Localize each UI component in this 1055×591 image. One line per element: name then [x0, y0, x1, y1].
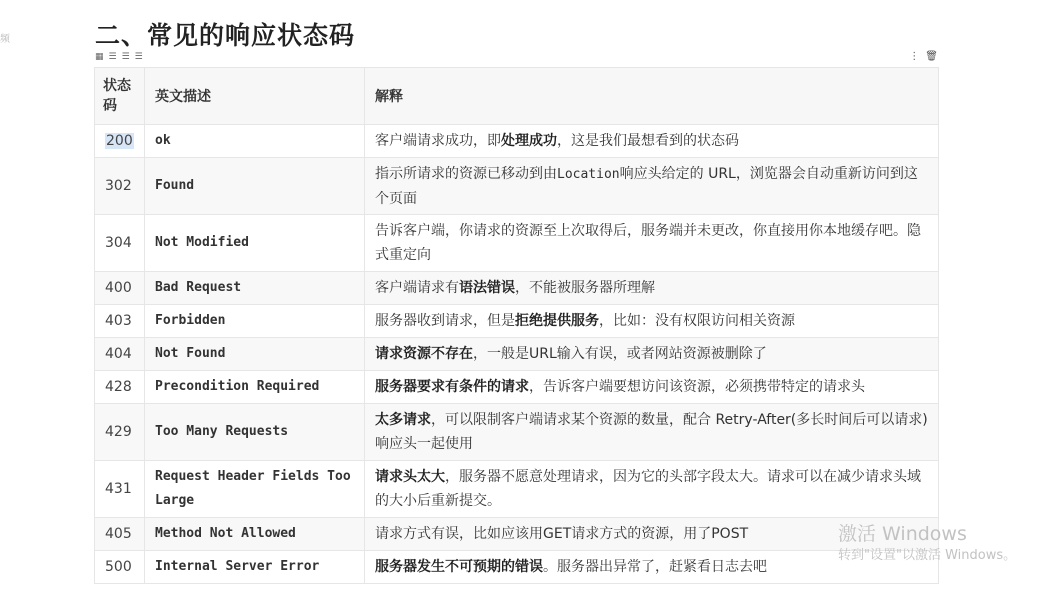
explanation — [365, 461, 939, 518]
explanation-text: 告诉客户端，你请求的资源至上次取得后，服务端并未更改，你直接用你本地缓存吧。隐式重定向 — [375, 223, 921, 263]
explanation-text: 。服务器出异常了，赶紧看日志去吧 — [543, 559, 767, 575]
table-row — [95, 338, 939, 371]
english-description: Not Found — [145, 338, 365, 371]
explanation-text: 请求方式有误，比如应该用GET请求方式的资源，用了POST — [375, 526, 749, 542]
explanation-text: ，可以限制客户端请求某个资源的数量，配合 Retry-After(多长时间后可以请求)响应头一起使用 — [375, 412, 928, 452]
status-code: 200 — [106, 133, 133, 149]
english-description: Bad Request — [145, 272, 365, 305]
align-left-icon[interactable]: ☰ — [108, 52, 117, 62]
status-code-cell — [95, 518, 145, 551]
explanation-text: ，服务器不愿意处理请求，因为它的头部字段太大。请求可以在减少请求头域的大小后重新提交。 — [375, 469, 921, 509]
status-code-cell — [95, 461, 145, 518]
emphasis-text: 处理成功 — [501, 133, 557, 149]
emphasis-text: 服务器要求有条件的请求 — [375, 379, 529, 395]
status-code: 431 — [105, 481, 132, 497]
explanation — [365, 371, 939, 404]
status-code: 429 — [105, 424, 132, 440]
table-row — [95, 125, 939, 158]
explanation — [365, 404, 939, 461]
table-toolbar — [95, 50, 938, 64]
explanation-text: ，这是我们最想看到的状态码 — [557, 133, 739, 149]
delete-icon[interactable]: 🗑 — [925, 51, 938, 62]
status-code-cell — [95, 371, 145, 404]
table-row — [95, 518, 939, 551]
status-code: 400 — [105, 280, 132, 296]
explanation-text: ，不能被服务器所理解 — [515, 280, 655, 296]
header-english: 英文描述 — [145, 68, 365, 125]
english-description: ok — [145, 125, 365, 158]
status-code-cell — [95, 272, 145, 305]
explanation-text: ，比如：没有权限访问相关资源 — [599, 313, 795, 329]
status-code: 403 — [105, 313, 132, 329]
align-right-icon[interactable]: ☰ — [134, 52, 143, 62]
status-code: 500 — [105, 559, 132, 575]
status-code-cell — [95, 551, 145, 584]
table-row — [95, 215, 939, 272]
english-description: Request Header Fields Too Large — [145, 461, 365, 518]
table-row — [95, 551, 939, 584]
explanation-text: 客户端请求有 — [375, 280, 459, 296]
table-row — [95, 404, 939, 461]
emphasis-text: 拒绝提供服务 — [515, 313, 599, 329]
emphasis-text: 语法错误 — [459, 280, 515, 296]
explanation — [365, 272, 939, 305]
explanation — [365, 158, 939, 215]
more-vertical-icon[interactable]: ⋮ — [909, 51, 920, 62]
code-text: Location — [557, 166, 620, 182]
explanation — [365, 305, 939, 338]
emphasis-text: 太多请求 — [375, 412, 431, 428]
side-mark: 频 — [0, 34, 10, 45]
explanation-text: 指示所请求的资源已移动到由 — [375, 165, 557, 182]
status-code: 404 — [105, 346, 132, 362]
header-code: 状态码 — [95, 68, 145, 125]
english-description: Method Not Allowed — [145, 518, 365, 551]
explanation — [365, 338, 939, 371]
english-description: Found — [145, 158, 365, 215]
table-row — [95, 272, 939, 305]
status-code: 304 — [105, 235, 132, 251]
explanation-text: 响应头给定的 URL，浏览器会自动重新访问到这个页面 — [375, 165, 918, 207]
explanation-text: 服务器收到请求，但是 — [375, 313, 515, 329]
section-heading: 二、常见的响应状态码 — [95, 21, 356, 50]
watermark-subtitle: 转到"设置"以激活 Windows。 — [838, 548, 1017, 563]
english-description: Too Many Requests — [145, 404, 365, 461]
table-row — [95, 158, 939, 215]
emphasis-text: 请求头太大 — [375, 469, 445, 485]
status-code: 405 — [105, 526, 132, 542]
english-description: Not Modified — [145, 215, 365, 272]
emphasis-text: 请求资源不存在 — [375, 346, 473, 362]
header-explain: 解释 — [365, 68, 939, 125]
status-code-cell — [95, 158, 145, 215]
table-row — [95, 305, 939, 338]
status-code: 428 — [105, 379, 132, 395]
english-description: Precondition Required — [145, 371, 365, 404]
grid-icon[interactable]: ▦ — [95, 52, 104, 62]
emphasis-text: 服务器发生不可预期的错误 — [375, 559, 543, 575]
explanation-text: 客户端请求成功，即 — [375, 133, 501, 149]
english-description: Forbidden — [145, 305, 365, 338]
explanation-text: ，告诉客户端要想访问该资源，必须携带特定的请求头 — [529, 379, 865, 395]
status-code: 302 — [105, 178, 132, 194]
explanation — [365, 215, 939, 272]
windows-activation-watermark — [838, 522, 1016, 566]
explanation-text: ，一般是URL输入有误，或者网站资源被删除了 — [473, 346, 767, 362]
status-code-cell — [95, 338, 145, 371]
table-header-row — [95, 68, 939, 125]
table-row — [95, 461, 939, 518]
english-description: Internal Server Error — [145, 551, 365, 584]
status-code-cell — [95, 404, 145, 461]
table-row — [95, 371, 939, 404]
status-code-cell — [95, 125, 145, 158]
explanation — [365, 125, 939, 158]
status-code-cell — [95, 305, 145, 338]
watermark-title: 激活 Windows — [838, 523, 967, 545]
align-center-icon[interactable]: ☰ — [121, 52, 130, 62]
status-code-cell — [95, 215, 145, 272]
status-code-table — [94, 67, 938, 584]
